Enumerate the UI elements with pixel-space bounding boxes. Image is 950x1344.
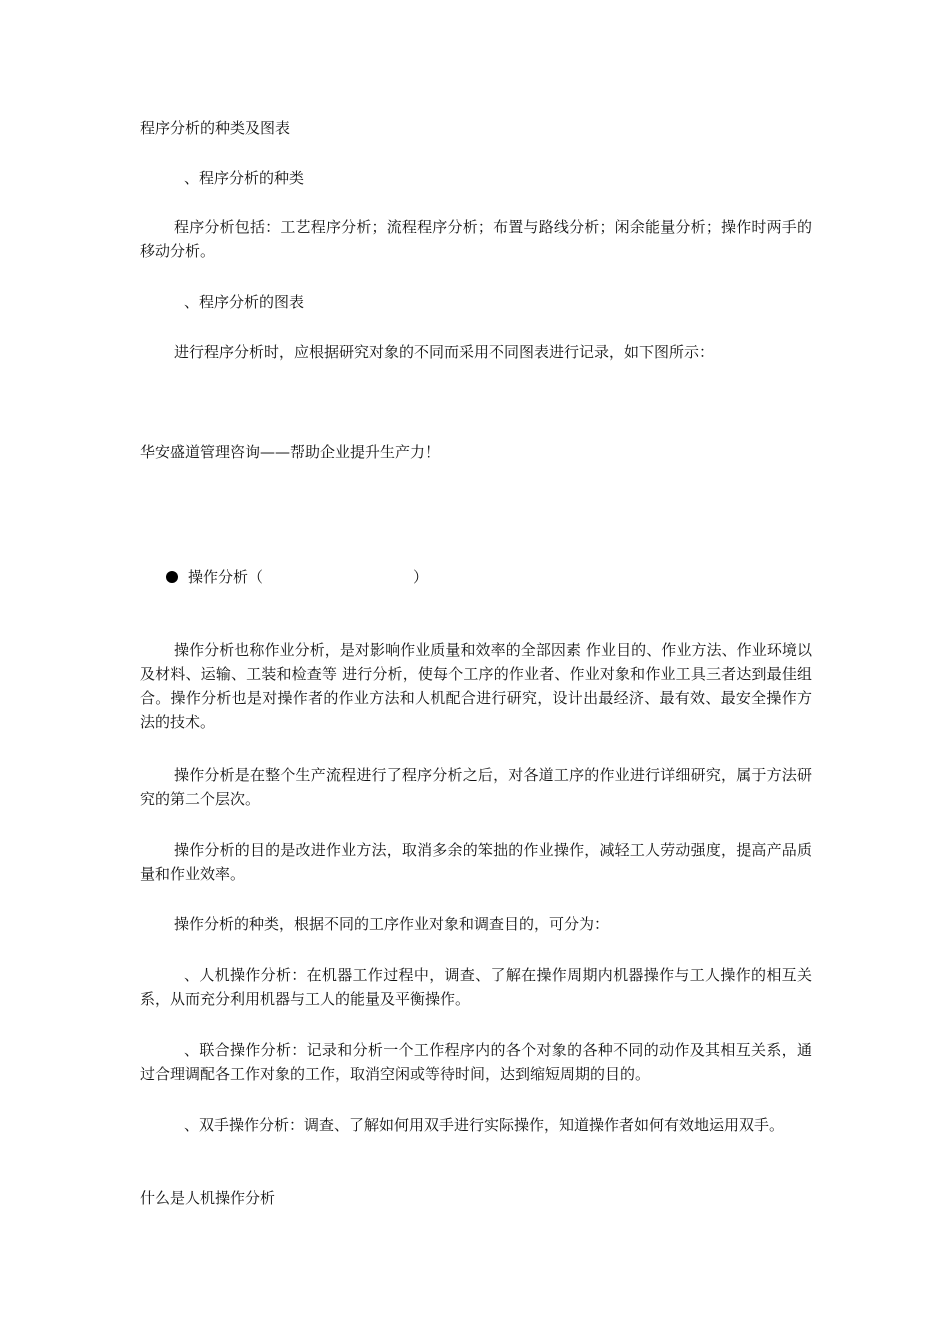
paragraph-operation-analysis-purpose: 操作分析的目的是改进作业方法，取消多余的笨拙的作业操作，减轻工人劳动强度，提高产品质量和作业效率。: [140, 841, 812, 883]
footer-heading: 什么是人机操作分析: [140, 1189, 276, 1207]
list-item-two-hand-analysis: 、双手操作分析：调查、了解如何用双手进行实际操作，知道操作者如何有效地运用双手。: [184, 1116, 785, 1134]
bullet-dot-icon: [166, 571, 178, 583]
paragraph-program-analysis-charts: 进行程序分析时，应根据研究对象的不同而采用不同图表进行记录，如下图所示：: [174, 343, 715, 361]
paragraph-program-analysis-types: 程序分析包括：工艺程序分析；流程程序分析；布置与路线分析；闲余能量分析；操作时两手的移动分析。: [140, 218, 812, 260]
bullet-heading-close: ）: [413, 568, 429, 586]
document-heading: 程序分析的种类及图表: [140, 119, 291, 137]
section-title-program-analysis-charts: 、程序分析的图表: [184, 293, 305, 311]
bullet-heading-label: 操作分析（: [188, 568, 264, 586]
paragraph-operation-analysis-types-intro: 操作分析的种类，根据不同的工序作业对象和调查目的，可分为：: [174, 915, 610, 933]
paragraph-operation-analysis-definition: 操作分析也称作业分析，是对影响作业质量和效率的全部因素 作业目的、作业方法、作业环境以及材料、运输、工装和检查等 进行分析，使每个工序的作业者、作业对象和作业工具三者达到最佳组合。操作分析也是对操作者的作业方法和人机配合进行研究，设计出最经济、最有效、最安全操作方法的技术。: [140, 641, 812, 731]
list-item-joint-operation-analysis: 、联合操作分析：记录和分析一个工作程序内的各个对象的各种不同的动作及其相互关系，通过合理调配各工作对象的工作，取消空闲或等待时间，达到缩短周期的目的。: [140, 1041, 812, 1083]
paragraph-operation-analysis-position: 操作分析是在整个生产流程进行了程序分析之后，对各道工序的作业进行详细研究，属于方法研究的第二个层次。: [140, 766, 812, 808]
bullet-heading-operation-analysis: [166, 566, 428, 588]
slogan-text: 华安盛道管理咨询——帮助企业提升生产力！: [140, 443, 441, 461]
section-title-program-analysis-types: 、程序分析的种类: [184, 169, 305, 187]
list-item-man-machine-analysis: 、人机操作分析：在机器工作过程中，调查、了解在操作周期内机器操作与工人操作的相互关系，从而充分利用机器与工人的能量及平衡操作。: [140, 966, 812, 1008]
